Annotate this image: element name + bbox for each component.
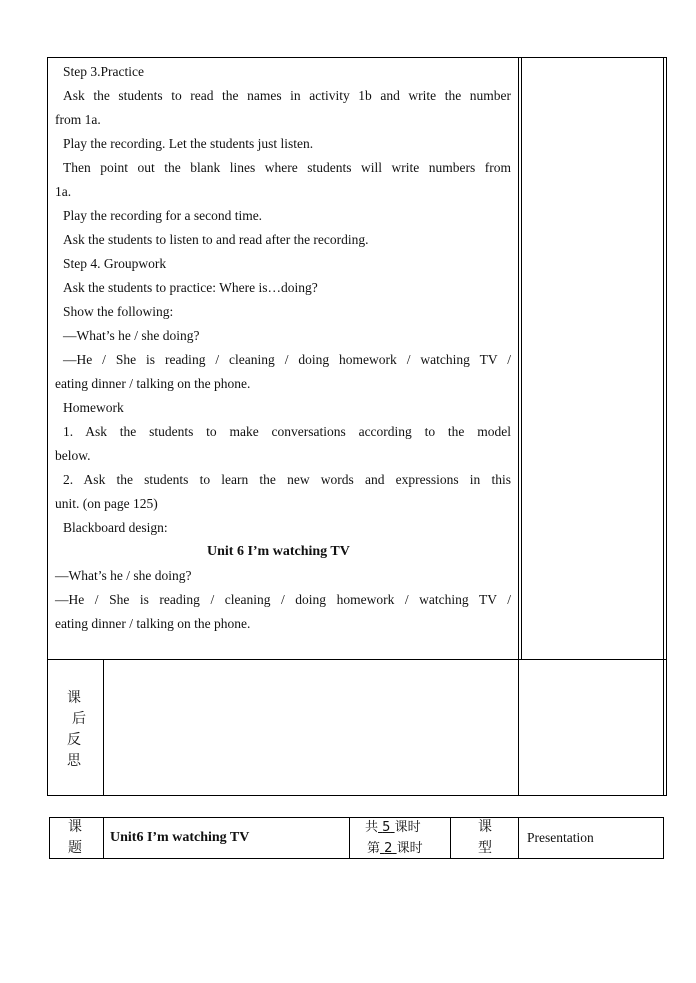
type-label: 课	[478, 819, 492, 835]
topic-label: 题	[68, 840, 82, 856]
reflection-char: 后	[72, 711, 86, 727]
text-line: from 1a.	[55, 112, 101, 127]
topic-label: 课	[68, 819, 82, 835]
text-line: —What’s he / she doing?	[63, 328, 200, 343]
type-label: 型	[478, 840, 492, 856]
text-line: eating dinner / talking on the phone.	[55, 616, 251, 631]
periods-total-prefix: 共	[365, 820, 379, 835]
blackboard-heading: Blackboard design:	[63, 520, 168, 535]
periods-total-suffix: 课时	[394, 820, 421, 835]
periods-current-suffix: 课时	[396, 841, 423, 856]
reflection-char: 思	[67, 753, 81, 769]
reflection-char: 课	[67, 690, 81, 706]
text-line: Play the recording. Let the students just listen.	[63, 136, 314, 151]
text-line: Ask the students to listen to and read after the recording.	[63, 232, 369, 247]
text-line: eating dinner / talking on the phone.	[55, 376, 251, 391]
text-line: Play the recording for a second time.	[63, 208, 263, 223]
text-line: Show the following:	[63, 304, 174, 319]
periods-current-value: 2	[384, 841, 393, 856]
periods-current	[367, 838, 423, 859]
periods-current-prefix: 第	[367, 841, 381, 856]
step3-heading: Step 3.Practice	[63, 64, 144, 79]
text-line: 1. Ask the students to make conversations according to the model	[63, 424, 511, 439]
text-line: Ask the students to practice: Where is…doing?	[63, 280, 318, 295]
step4-heading: Step 4. Groupwork	[63, 256, 167, 271]
periods-total-value: 5	[382, 820, 391, 835]
text-line: unit. (on page 125)	[55, 496, 158, 511]
reflection-input-area	[104, 660, 518, 795]
text-line: below.	[55, 448, 91, 463]
topic-value: Unit6 I’m watching TV	[110, 830, 250, 845]
text-line: Then point out the blank lines where students will write numbers from	[63, 160, 511, 175]
text-line: 1a.	[55, 184, 72, 199]
blackboard-title: Unit 6 I’m watching TV	[207, 544, 350, 559]
text-line: 2. Ask the students to learn the new words and expressions in this	[63, 472, 511, 487]
text-line: —He / She is reading / cleaning / doing homework / watching TV /	[63, 352, 511, 367]
homework-heading: Homework	[63, 400, 124, 415]
periods-total	[365, 817, 421, 838]
reflection-char: 反	[67, 732, 81, 748]
type-value: Presentation	[527, 830, 594, 845]
text-line: Ask the students to read the names in activity 1b and write the number	[63, 88, 511, 103]
text-line: —What’s he / she doing?	[55, 568, 192, 583]
text-line: —He / She is reading / cleaning / doing homework / watching TV /	[55, 592, 511, 607]
